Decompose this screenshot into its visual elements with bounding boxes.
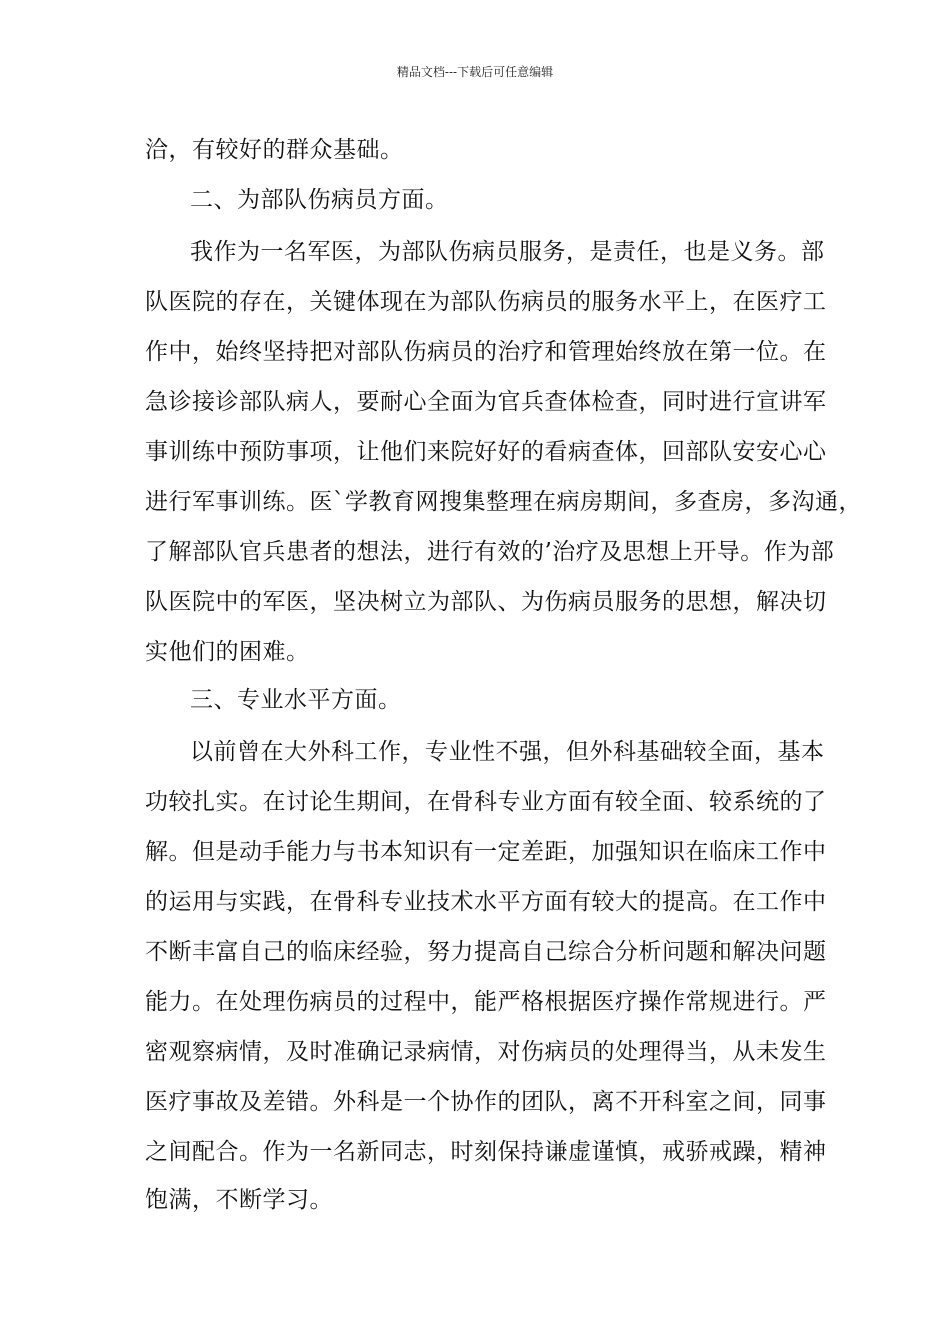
paragraph-line: 解。但是动手能力与书本知识有一定差距，加强知识在临床工作中 xyxy=(145,839,827,865)
page-header: 精品文档---下载后可任意编辑 xyxy=(396,65,554,79)
paragraph-line: 队医院的存在，关键体现在为部队伤病员的服务水平上，在医疗工 xyxy=(145,289,827,315)
paragraph-line: 实他们的困难。 xyxy=(145,639,310,665)
paragraph-line: 急诊接诊部队病人，要耐心全面为官兵查体检查，同时进行宣讲军 xyxy=(145,389,827,415)
paragraph-line: 不断丰富自己的临床经验，努力提高自己综合分析问题和解决问题 xyxy=(145,939,827,965)
section-heading: 三、专业水平方面。 xyxy=(190,687,402,713)
paragraph-line: 队医院中的军医，坚决树立为部队、为伤病员服务的思想，解决切 xyxy=(145,589,827,615)
paragraph-line: 密观察病情，及时准确记录病情，对伤病员的处理得当，从未发生 xyxy=(145,1039,827,1065)
paragraph-line: 事训练中预防事项，让他们来院好好的看病查体，回部队安安心心 xyxy=(145,439,827,465)
paragraph-line: 能力。在处理伤病员的过程中，能严格根据医疗操作常规进行。严 xyxy=(145,989,827,1015)
paragraph-line: 我作为一名军医，为部队伤病员服务，是责任，也是义务。部 xyxy=(190,239,825,265)
paragraph-line: 功较扎实。在讨论生期间，在骨科专业方面有较全面、较系统的了 xyxy=(145,789,827,815)
paragraph-line: 作中，始终坚持把对部队伤病员的治疗和管理始终放在第一位。在 xyxy=(145,339,827,365)
paragraph-line: 了解部队官兵患者的想法，进行有效的’治疗及思想上开导。作为部 xyxy=(145,539,835,565)
paragraph-line: 以前曾在大外科工作，专业性不强，但外科基础较全面，基本 xyxy=(190,739,825,765)
paragraph-line: 之间配合。作为一名新同志，时刻保持谦虚谨慎，戒骄戒躁，精神 xyxy=(145,1139,827,1165)
paragraph-line: 进行军事训练。医`学教育网搜集整理在病房期间，多查房，多沟通， xyxy=(145,489,862,515)
paragraph-line: 饱满，不断学习。 xyxy=(145,1187,333,1213)
paragraph-line: 医疗事故及差错。外科是一个协作的团队，离不开科室之间，同事 xyxy=(145,1089,827,1115)
section-heading: 二、为部队伤病员方面。 xyxy=(190,187,449,213)
paragraph-line: 的运用与实践，在骨科专业技术水平方面有较大的提高。在工作中 xyxy=(145,889,827,915)
paragraph-line: 洽，有较好的群众基础。 xyxy=(145,137,404,163)
